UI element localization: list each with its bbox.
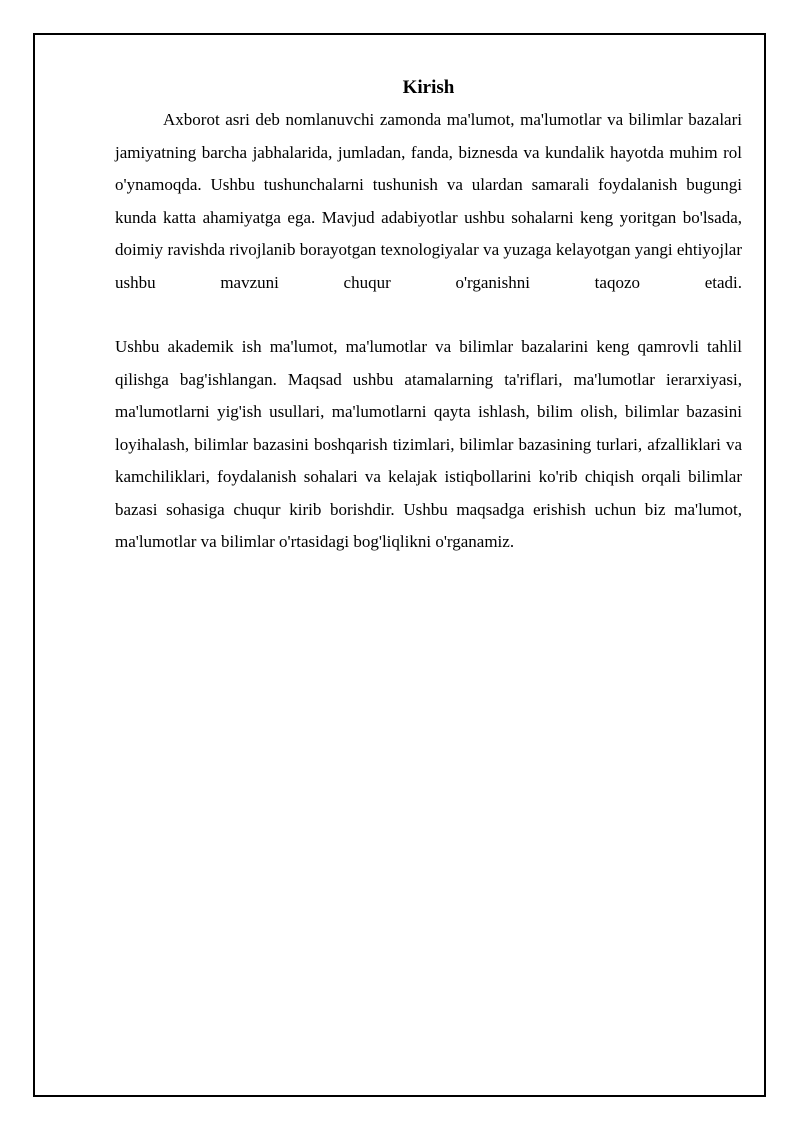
paragraph-2: Ushbu akademik ish ma'lumot, ma'lumotlar va bilimlar bazalarini keng qamrovli tahlil qilishga bag'ishlangan. Maqsad ushbu atamalarning ta'riflari, ma'lumotlar ierarxiyasi, ma'lumotlarni yig'ish usullari, ma'lumotlarni qayta ishlash, bilim olish, bilimlar bazasini loyihalash, bilimlar bazasini boshqarish tizimlari, bilimlar bazasining turlari, afzalliklari va kamchiliklari, foydalanish sohalari va kelajak istiqbollarini ko'rib chiqish orqali bilimlar bazasi sohasiga chuqur kirib borishdir. Ushbu maqsadga erishish uchun biz ma'lumot, ma'lumotlar va bilimlar o'rtasidagi bog'liqlikni o'rganamiz. bbox=[115, 337, 742, 551]
paragraph-1: Axborot asri deb nomlanuvchi zamonda ma'lumot, ma'lumotlar va bilimlar bazalari jamiyatning barcha jabhalarida, jumladan, fanda, biznesda va kundalik hayotda muhim rol o'ynamoqda. Ushbu tushunchalarni tushunish va ulardan samarali foydalanish bugungi kunda katta ahamiyatga ega. Mavjud adabiyotlar ushbu sohalarni keng yoritgan bo'lsada, doimiy ravishda rivojlanib borayotgan texnologiyalar va yuzaga kelayotgan yangi ehtiyojlar ushbu mavzuni chuqur o'rganishni taqozo etadi. bbox=[115, 110, 742, 292]
document-title: Kirish bbox=[402, 77, 455, 98]
document-body bbox=[115, 76, 742, 559]
